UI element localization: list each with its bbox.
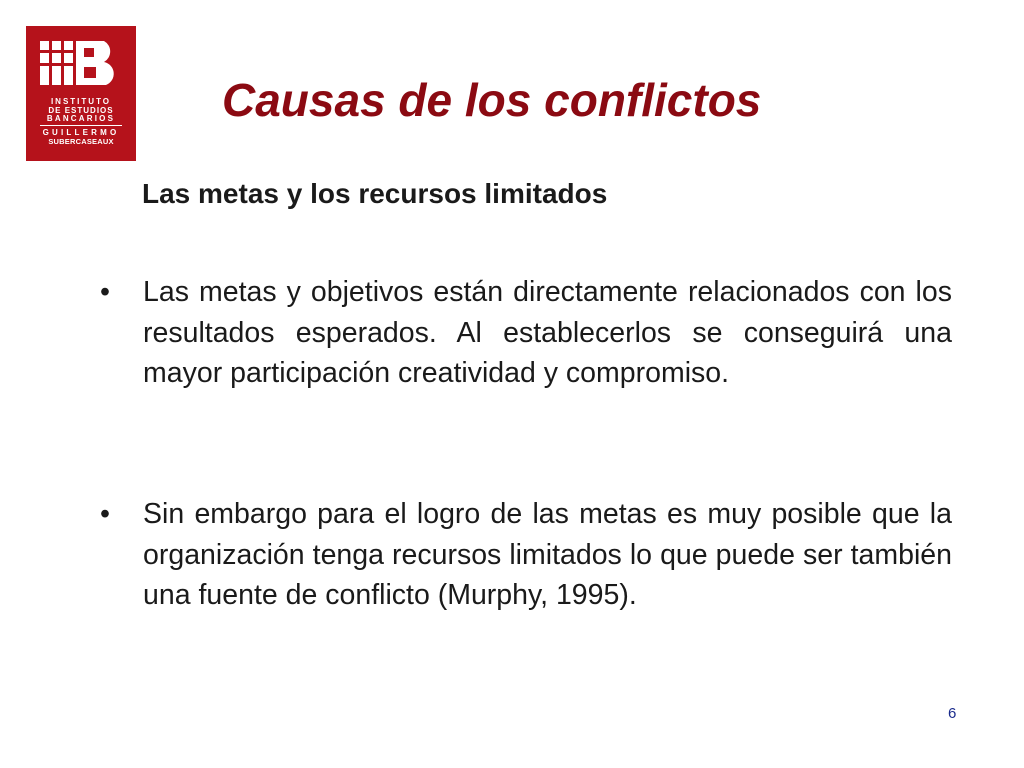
logo-text-line: DE ESTUDIOS xyxy=(48,105,114,115)
logo-text-line: SUBERCASEAUX xyxy=(48,137,114,146)
bullet-item xyxy=(100,272,952,394)
slide-subtitle: Las metas y los recursos limitados xyxy=(142,178,608,209)
bullet-item xyxy=(100,494,952,616)
bullet-text: Sin embargo para el logro de las metas es muy posible que la organización tenga recursos limitados lo que puede ser también una fuente de conflicto (Murphy, 1995). xyxy=(143,498,952,611)
page-number: 6 xyxy=(948,705,957,722)
bullet-text: Las metas y objetivos están directamente relacionados con los resultados esperados. Al establecerlos se conseguirá una mayor participación creatividad y compromiso. xyxy=(143,276,952,389)
slide-title: Causas de los conflictos xyxy=(222,74,762,126)
logo-text-line: BANCARIOS xyxy=(46,114,116,123)
bullet-marker: • xyxy=(100,498,110,530)
logo-text-line: INSTITUTO xyxy=(50,97,112,106)
logo-text-line: GUILLERMO xyxy=(42,128,120,137)
institution-logo xyxy=(26,26,136,161)
bullet-marker: • xyxy=(100,276,110,308)
logo-divider xyxy=(40,125,122,126)
logo-mark-icon xyxy=(26,26,136,98)
